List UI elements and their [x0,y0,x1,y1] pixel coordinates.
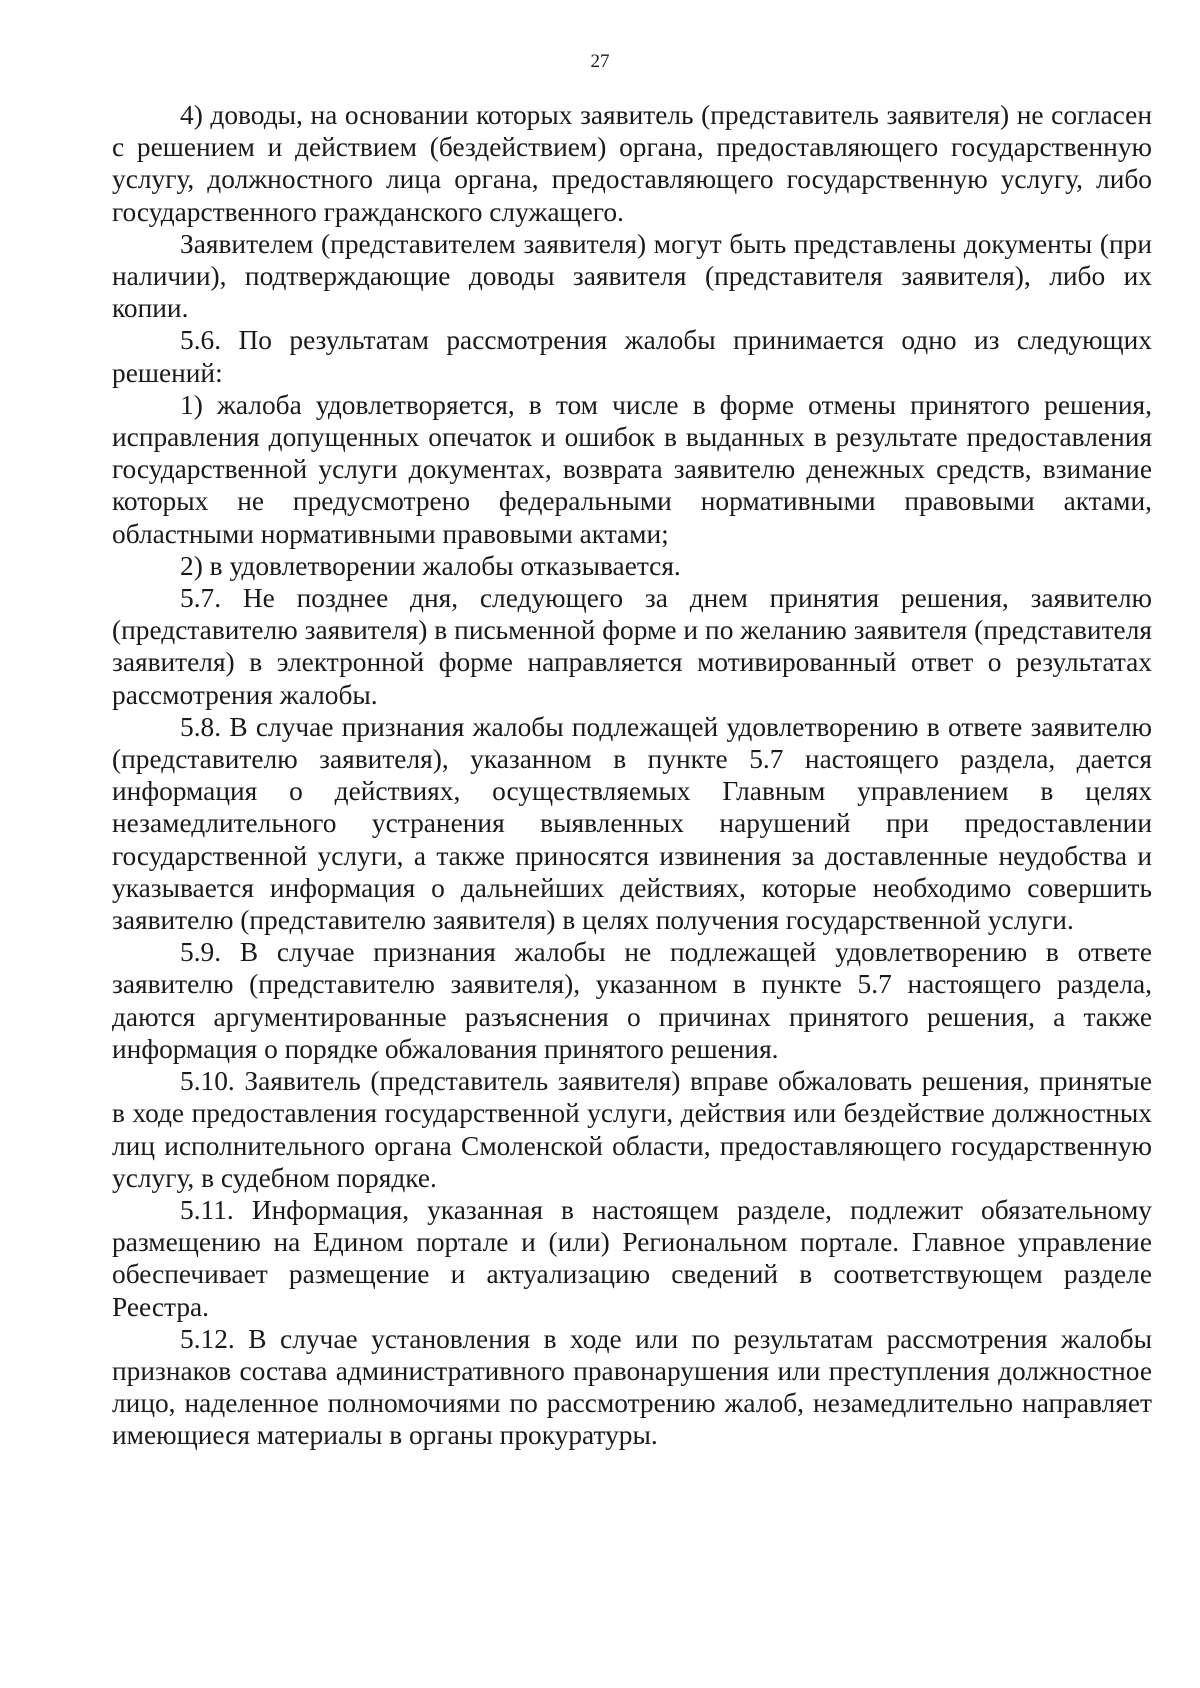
paragraph-item-4-arguments: 4) доводы, на основании которых заявитель (представитель заявителя) не согласен с решением и действием (бездействием) органа, предоставляющего государственную услугу, должностного лица органа, предоставляющего государственную услугу, либо государственного гражданского служащего. [112,100,1152,227]
page-number: 27 [590,51,610,72]
paragraph-5-10: 5.10. Заявитель (представитель заявителя) вправе обжаловать решения, принятые в ходе предоставления государственной услуги, действия или бездействие должностных лиц исполнительного органа Смоленской области, предоставляющего государственную услугу, в судебном порядке. [112,1066,1152,1193]
paragraph-5-12: 5.12. В случае установления в ходе или по результатам рассмотрения жалобы признаков состава административного правонарушения или преступления должностное лицо, наделенное полномочиями по рассмотрению жалоб, незамедлительно направляет имеющиеся материалы в органы прокуратуры. [112,1323,1152,1451]
document-body [112,99,1152,1452]
paragraph-decision-1: 1) жалоба удовлетворяется, в том числе в форме отмены принятого решения, исправления допущенных опечаток и ошибок в выданных в результате предоставления государственной услуги документах, возврата заявителю денежных средств, взимание которых не предусмотрено федеральными нормативными правовыми актами, областными нормативными правовыми актами; [112,389,1152,549]
paragraph-decision-2: 2) в удовлетворении жалобы отказывается. [180,550,681,581]
paragraph-5-7: 5.7. Не позднее дня, следующего за днем принятия решения, заявителю (представителю заявителя) в письменной форме и по желанию заявителя (представителя заявителя) в электронной форме направляется мотивированный ответ о результатах рассмотрения жалобы. [112,583,1152,710]
paragraph-5-8: 5.8. В случае признания жалобы подлежащей удовлетворению в ответе заявителю (представителю заявителя), указанном в пункте 5.7 настоящего раздела, дается информация о действиях, осуществляемых Главным управлением в целях незамедлительного устранения выявленных нарушений при предоставлении государственной услуги, а также приносятся извинения за доставленные неудобства и указывается информация о дальнейших действиях, которые необходимо совершить заявителю (представителю заявителя) в целях получения государственной услуги. [112,711,1152,936]
paragraph-5-9: 5.9. В случае признания жалобы не подлежащей удовлетворению в ответе заявителю (представителю заявителя), указанном в пункте 5.7 настоящего раздела, даются аргументированные разъяснения о причинах принятого решения, а также информация о порядке обжалования принятого решения. [112,937,1152,1064]
paragraph-5-6: 5.6. По результатам рассмотрения жалобы принимается одно из следующих решений: [112,325,1152,388]
paragraph-supporting-documents: Заявителем (представителем заявителя) могут быть представлены документы (при наличии), подтверждающие доводы заявителя (представителя заявителя), либо их копии. [112,228,1152,324]
paragraph-5-11: 5.11. Информация, указанная в настоящем разделе, подлежит обязательному размещению на Едином портале и (или) Региональном портале. Главное управление обеспечивает размещение и актуализацию сведений в соответствующем разделе Реестра. [112,1194,1152,1322]
